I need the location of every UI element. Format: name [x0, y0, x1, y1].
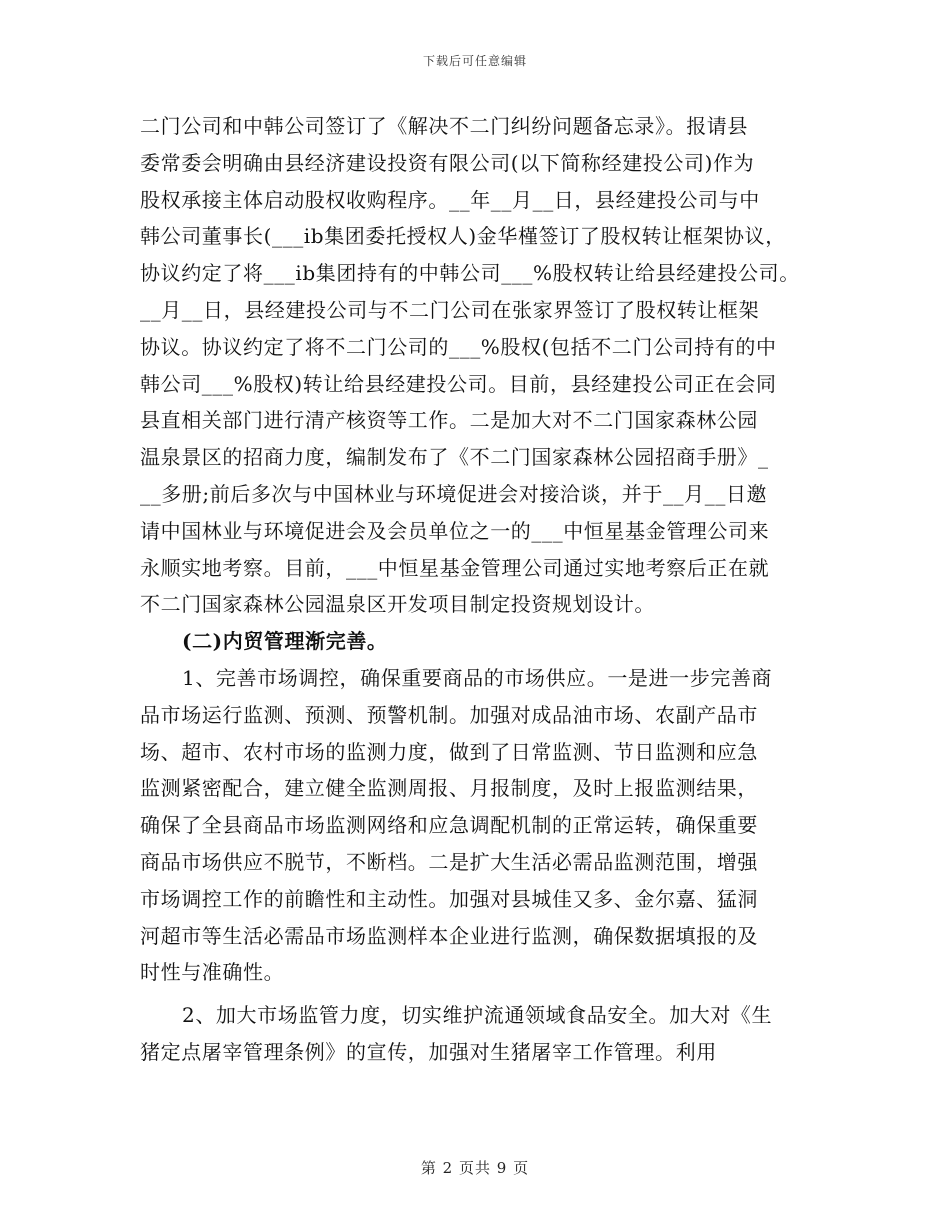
- document-body: [140, 108, 812, 1071]
- section-heading: (二)内贸管理渐完善。: [182, 629, 388, 654]
- text-line: 场、超市、农村市场的监测力度，做到了日常监测、节日监测和应急: [140, 739, 758, 764]
- text-line: __月__日，县经建投公司与不二门公司在张家界签订了股权转让框架: [140, 297, 760, 322]
- text-line: __多册;前后多次与中国林业与环境促进会对接洽谈，并于__月__日邀: [140, 481, 768, 506]
- page-header: 下载后可任意编辑: [422, 54, 527, 68]
- text-line: 韩公司董事长(___ib集团委托授权人)金华槿签订了股权转让框架协议，: [140, 224, 786, 249]
- text-line: 温泉景区的招商力度，编制发布了《不二门国家森林公园招商手册》_: [140, 445, 769, 470]
- text-line: 不二门国家森林公园温泉区开发项目制定投资规划设计。: [140, 592, 655, 617]
- text-line: 时性与准确性。: [140, 960, 285, 985]
- text-line: 2、加大市场监管力度，切实维护流通领域食品安全。加大对《生: [182, 1003, 773, 1028]
- text-line: 请中国林业与环境促进会及会员单位之一的___中恒星基金管理公司来: [140, 518, 770, 543]
- text-line: 协议约定了将___ib集团持有的中韩公司___%股权转让给县经建投公司。: [140, 261, 800, 286]
- text-line: 猪定点屠宰管理条例》的宣传，加强对生猪屠宰工作管理。利用: [140, 1039, 717, 1064]
- text-line: 永顺实地考察。目前，___中恒星基金管理公司通过实地考察后正在就: [140, 555, 770, 580]
- text-line: 县直相关部门进行清产核资等工作。二是加大对不二门国家森林公园: [140, 408, 758, 433]
- text-line: 市场调控工作的前瞻性和主动性。加强对县城佳又多、金尔嘉、猛洞: [140, 886, 758, 911]
- text-line: 委常委会明确由县经济建设投资有限公司(以下简称经建投公司)作为: [140, 150, 755, 175]
- text-line: 品市场运行监测、预测、预警机制。加强对成品油市场、农副产品市: [140, 702, 758, 727]
- text-line: 股权承接主体启动股权收购程序。__年__月__日，县经建投公司与中: [140, 187, 760, 212]
- text-line: 韩公司___%股权)转让给县经建投公司。目前，县经建投公司正在会同: [140, 371, 777, 396]
- text-line: 商品市场供应不脱节，不断档。二是扩大生活必需品监测范围，增强: [140, 849, 758, 874]
- text-line: 协议。协议约定了将不二门公司的___%股权(包括不二门公司持有的中: [140, 334, 777, 359]
- text-line: 监测紧密配合，建立健全监测周报、月报制度，及时上报监测结果，: [140, 776, 758, 801]
- text-line: 确保了全县商品市场监测网络和应急调配机制的正常运转，确保重要: [140, 813, 758, 838]
- page-footer: 第 2 页共 9 页: [420, 1159, 530, 1177]
- text-line: 1、完善市场调控，确保重要商品的市场供应。一是进一步完善商: [182, 665, 773, 690]
- text-line: 河超市等生活必需品市场监测样本企业进行监测，确保数据填报的及: [140, 923, 758, 948]
- text-line: 二门公司和中韩公司签订了《解决不二门纠纷问题备忘录》。报请县: [140, 114, 748, 138]
